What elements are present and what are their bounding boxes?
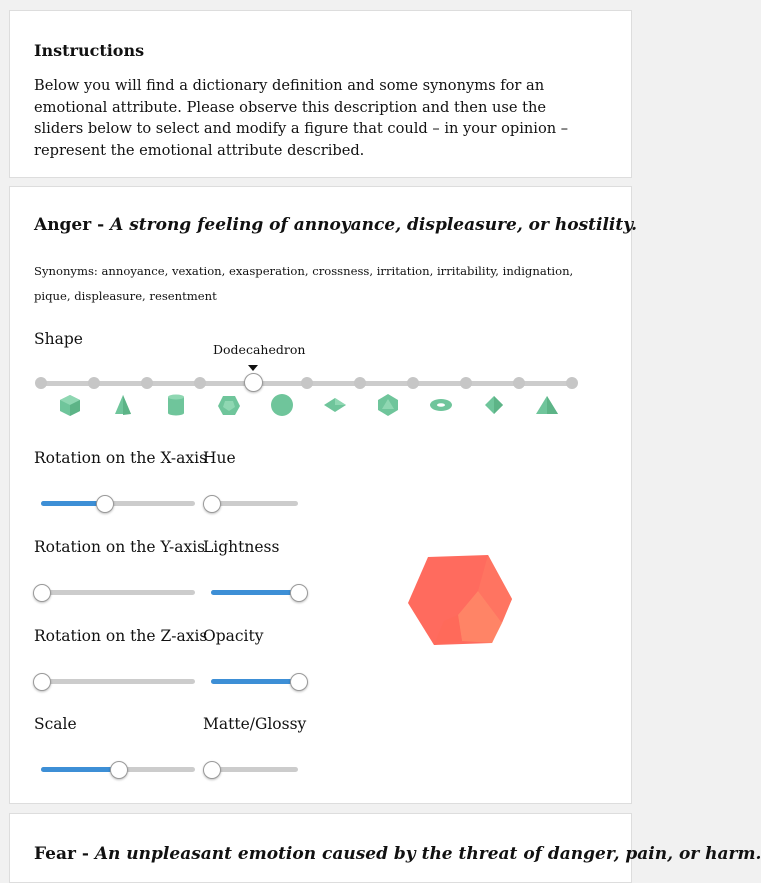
shape-tick-7[interactable] bbox=[407, 377, 419, 389]
rot-x-thumb[interactable] bbox=[96, 495, 114, 513]
anger-card bbox=[9, 186, 638, 804]
cube-icon[interactable] bbox=[58, 393, 82, 417]
shape-pointer-icon bbox=[248, 365, 258, 371]
rot-y-track[interactable] bbox=[41, 590, 195, 595]
hue-slider[interactable] bbox=[211, 495, 298, 513]
rot-z-slider[interactable] bbox=[41, 673, 195, 691]
rot-z-label: Rotation on the Z-axis bbox=[34, 627, 208, 645]
shape-value-label: Dodecahedron bbox=[213, 342, 306, 357]
rot-x-label: Rotation on the X-axis bbox=[34, 449, 208, 467]
anger-separator: - bbox=[91, 215, 111, 235]
hue-thumb[interactable] bbox=[203, 495, 221, 513]
fear-title bbox=[34, 844, 761, 864]
rot-y-thumb[interactable] bbox=[33, 584, 51, 602]
shape-slider-thumb[interactable] bbox=[244, 373, 263, 392]
fear-card bbox=[9, 813, 761, 883]
octahedron-icon[interactable] bbox=[323, 393, 347, 417]
rot-z-track[interactable] bbox=[41, 679, 195, 684]
rot-x-slider[interactable] bbox=[41, 495, 195, 513]
rot-y-label: Rotation on the Y-axis bbox=[34, 538, 206, 556]
shape-tick-6[interactable] bbox=[354, 377, 366, 389]
rot-y-slider[interactable] bbox=[41, 584, 195, 602]
rot-z-thumb[interactable] bbox=[33, 673, 51, 691]
torus-icon[interactable] bbox=[429, 393, 453, 417]
shape-tick-5[interactable] bbox=[301, 377, 313, 389]
anger-definition: A strong feeling of annoyance, displeasure, or hostility. bbox=[110, 215, 638, 235]
dodecahedron-icon[interactable] bbox=[217, 393, 241, 417]
shape-tick-1[interactable] bbox=[88, 377, 100, 389]
tetrahedron-icon[interactable] bbox=[482, 393, 506, 417]
instructions-text: Below you will find a dictionary definition and some synonyms for an emotional attribute. Please observe this description and then use the sliders below to select and modify a figure that could – in your opinion – represent the emotional attribute described. bbox=[34, 77, 569, 159]
scale-fill bbox=[41, 767, 118, 772]
shape-tick-10[interactable] bbox=[566, 377, 578, 389]
opacity-fill bbox=[211, 679, 298, 684]
shape-tick-3[interactable] bbox=[194, 377, 206, 389]
lightness-slider[interactable] bbox=[211, 584, 298, 602]
fear-definition: An unpleasant emotion caused by the threat of danger, pain, or harm. bbox=[94, 844, 761, 864]
opacity-thumb[interactable] bbox=[290, 673, 308, 691]
shape-tick-0[interactable] bbox=[35, 377, 47, 389]
matte-label: Matte/Glossy bbox=[203, 715, 307, 733]
scale-label: Scale bbox=[34, 715, 77, 733]
sphere-icon[interactable] bbox=[270, 393, 294, 417]
fear-name: Fear bbox=[34, 844, 76, 864]
instructions-card bbox=[9, 10, 632, 178]
matte-track[interactable] bbox=[211, 767, 298, 772]
shape-tick-8[interactable] bbox=[460, 377, 472, 389]
cone-icon[interactable] bbox=[111, 393, 135, 417]
matte-slider[interactable] bbox=[211, 761, 298, 779]
anger-title bbox=[34, 215, 637, 235]
scale-thumb[interactable] bbox=[110, 761, 128, 779]
shape-tick-9[interactable] bbox=[513, 377, 525, 389]
lightness-thumb[interactable] bbox=[290, 584, 308, 602]
matte-thumb[interactable] bbox=[203, 761, 221, 779]
hue-track[interactable] bbox=[211, 501, 298, 506]
scale-slider[interactable] bbox=[41, 761, 195, 779]
fear-separator: - bbox=[75, 844, 95, 864]
pyramid-icon[interactable] bbox=[535, 393, 559, 417]
rot-x-fill bbox=[41, 501, 104, 506]
opacity-slider[interactable] bbox=[211, 673, 298, 691]
hue-label: Hue bbox=[203, 449, 236, 467]
shape-tick-2[interactable] bbox=[141, 377, 153, 389]
lightness-fill bbox=[211, 590, 298, 595]
figure-preview-dodecahedron-icon bbox=[404, 551, 514, 647]
icosahedron-icon[interactable] bbox=[376, 393, 400, 417]
opacity-label: Opacity bbox=[203, 627, 264, 645]
shape-label: Shape bbox=[34, 330, 83, 348]
lightness-label: Lightness bbox=[203, 538, 280, 556]
anger-synonyms: Synonyms: annoyance, vexation, exasperation, crossness, irritation, irritability, indignation, pique, displeasure, resentment bbox=[34, 264, 574, 303]
instructions-heading: Instructions bbox=[34, 41, 145, 60]
anger-name: Anger bbox=[34, 215, 92, 235]
cylinder-icon[interactable] bbox=[164, 393, 188, 417]
